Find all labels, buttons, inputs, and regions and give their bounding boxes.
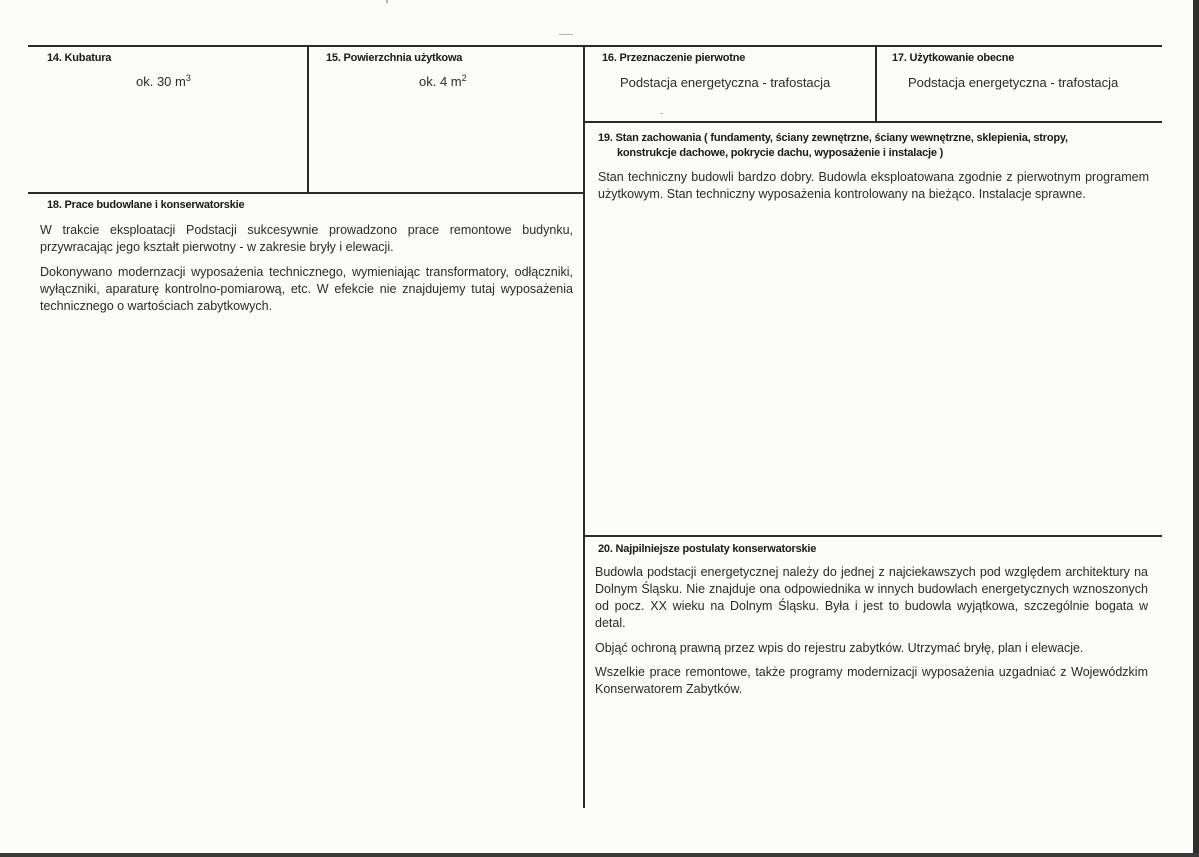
field-label-stan-line2: konstrukcje dachowe, pokrycie dachu, wyposażenie i instalacje ) bbox=[617, 147, 944, 159]
scan-mark bbox=[386, 0, 388, 3]
prace-paragraph-1: W trakcie eksploatacji Podstacji sukcesywnie prowadzono prace remontowe budynku, przywracając jego kształt pierwotny - w zakresie bryły i elewacji. bbox=[40, 223, 573, 254]
field-value-powierzchnia bbox=[419, 73, 467, 90]
postulaty-paragraph-2: Objąć ochroną prawną przez wpis do rejestru zabytków. Utrzymać bryłę, plan i elewacje. bbox=[595, 641, 1084, 655]
stan-paragraph: Stan techniczny budowli bardzo dobry. Budowla eksploatowana zgodnie z pierwotnym programem użytkowym. Stan techniczny wyposażenia kontrolowany na bieżąco. Instalacje sprawne. bbox=[598, 170, 1149, 201]
form-top-rule bbox=[28, 45, 1162, 47]
powierzchnia-unit-exponent: 2 bbox=[461, 73, 467, 83]
scan-border-right bbox=[1193, 0, 1199, 857]
field-label-postulaty: 20. Najpilniejsze postulaty konserwatorskie bbox=[598, 543, 817, 555]
field-label-uzytkowanie: 17. Użytkowanie obecne bbox=[892, 52, 1015, 64]
powierzchnia-value-text: ok. 4 m bbox=[419, 74, 462, 89]
postulaty-paragraph-1: Budowla podstacji energetycznej należy do jednej z najciekawszych pod względem architektury na Dolnym Śląsku. Nie znajduje ona odpowiednika w innych budowlach energetycznych wznoszonych od pocz. XX wieku na Dolnym Śląsku. Była i jest to budowla wyjątkowa, szczególnie bogata w detal. bbox=[595, 565, 1148, 630]
kubatura-unit-exponent: 3 bbox=[185, 73, 191, 83]
field-value-uzytkowanie: Podstacja energetyczna - trafostacja bbox=[908, 75, 1119, 90]
field-label-prace: 18. Prace budowlane i konserwatorskie bbox=[47, 199, 245, 211]
row-divider-right-bottom bbox=[584, 535, 1162, 537]
kubatura-value-text: ok. 30 m bbox=[136, 74, 186, 89]
column-divider-main bbox=[583, 45, 585, 808]
field-value-przeznaczenie: Podstacja energetyczna - trafostacja bbox=[620, 75, 831, 90]
row-divider-right-top bbox=[584, 121, 1162, 123]
field-label-kubatura: 14. Kubatura bbox=[47, 52, 112, 64]
prace-paragraph-2: Dokonywano modernzacji wyposażenia technicznego, wymieniając transformatory, odłączniki, wyłączniki, aparaturę kontrolno-pomiarową, etc. W efekcie nie znajdujemy tutaj wyposażenia technicznego o wartościach zabytkowych. bbox=[40, 265, 573, 313]
postulaty-paragraph-3: Wszelkie prace remontowe, także programy modernizacji wyposażenia uzgadniać z Wojewódzkim Konserwatorem Zabytków. bbox=[595, 665, 1148, 696]
field-label-stan-line1: 19. Stan zachowania ( fundamenty, ściany zewnętrzne, ściany wewnętrzne, sklepienia, stropy, bbox=[598, 132, 1068, 144]
scan-mark bbox=[559, 34, 573, 35]
scan-border-bottom bbox=[0, 853, 1199, 857]
column-divider-16-17 bbox=[875, 45, 877, 122]
column-divider-14-15 bbox=[307, 45, 309, 193]
scan-mark bbox=[660, 113, 663, 114]
field-label-przeznaczenie: 16. Przeznaczenie pierwotne bbox=[602, 52, 746, 64]
field-label-powierzchnia: 15. Powierzchnia użytkowa bbox=[326, 52, 463, 64]
field-value-kubatura bbox=[136, 73, 191, 90]
